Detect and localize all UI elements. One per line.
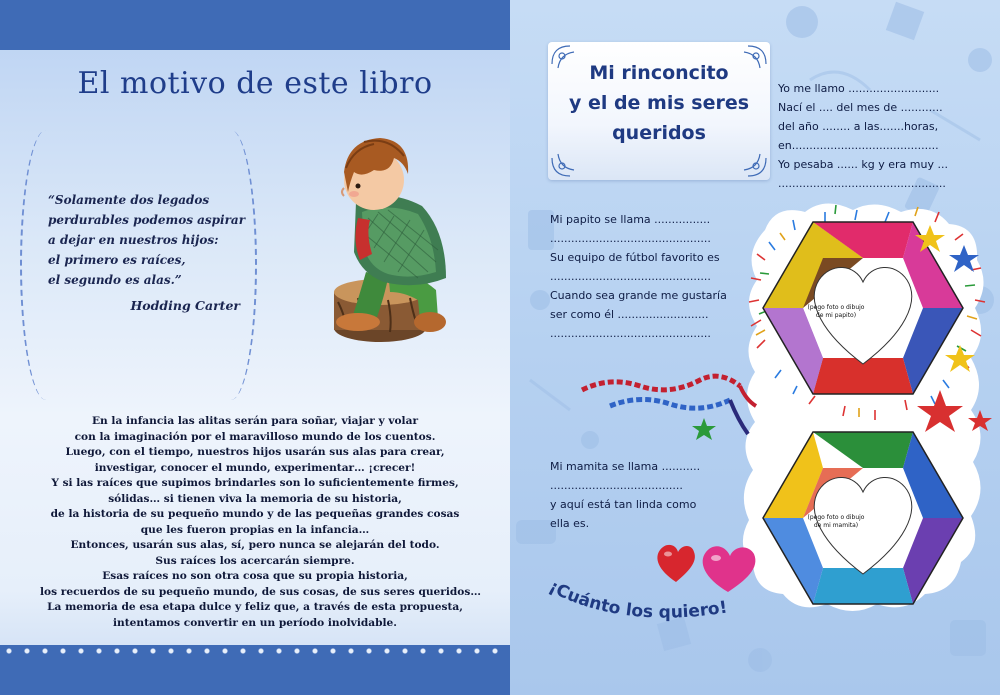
mama-photo-caption: (pego foto o dibujo de mi mamita): [807, 514, 865, 529]
page-title: El motivo de este libro: [77, 66, 433, 101]
quote-line: “Solamente dos legados: [48, 193, 210, 207]
form-line: del año ........ a las.......horas,: [778, 120, 939, 133]
intro-line: de la historia de su pequeño mundo y de las pequeñas grandes cosas: [50, 508, 460, 520]
form-line: Yo me llamo ..........................: [778, 82, 940, 95]
title-line: y el de mis seres: [568, 92, 750, 114]
intro-line: Esas raíces no son otra cosa que su propia historia,: [102, 570, 408, 582]
quote-line: perdurables podemos aspirar: [48, 213, 246, 227]
bottom-scallop-border: [0, 645, 510, 695]
intro-paragraph: [40, 414, 481, 631]
form-line: ..............................................: [550, 232, 711, 245]
form-line: Yo pesaba ...... kg y era muy ...: [778, 158, 948, 171]
title-line: queridos: [612, 122, 706, 144]
form-line: ..............................................: [550, 270, 711, 283]
form-line: Mi mamita se llama ...........: [550, 460, 701, 473]
form-line: en..........................................: [778, 139, 939, 152]
quote-line: el segundo es alas.”: [48, 273, 182, 287]
form-line: Cuando sea grande me gustaría: [550, 289, 727, 302]
top-scallop-border: [0, 0, 510, 50]
intro-line: Luego, con el tiempo, nuestros hijos usarán sus alas para crear,: [65, 446, 445, 458]
title-card: [548, 42, 770, 180]
quote-line: a dejar en nuestros hijos:: [48, 233, 219, 247]
svg-text:¡Cuánto los quiero!: [546, 577, 729, 623]
form-line: ..............................................: [550, 327, 711, 340]
intro-line: La memoria de esa etapa dulce y feliz que, a través de esta propuesta,: [47, 601, 463, 613]
quote-author: Hodding Carter: [130, 298, 240, 313]
intro-line: Y si las raíces que supimos brindarles son lo suficientemente firmes,: [51, 477, 459, 489]
title-line: Mi rinconcito: [589, 62, 729, 84]
form-line: ......................................: [550, 479, 683, 492]
intro-line: Sus raíces los acercarán siempre.: [155, 554, 355, 567]
right-page: [510, 0, 1000, 695]
intro-line: intentamos convertir en un período inolvidable.: [113, 616, 397, 629]
form-line: ................................................: [778, 177, 946, 190]
form-line: Su equipo de fútbol favorito es: [550, 251, 720, 264]
love-text: ¡Cuánto los quiero!: [545, 576, 729, 623]
intro-line: con la imaginación por el maravilloso mundo de los cuentos.: [74, 430, 436, 443]
quote-block: [48, 190, 248, 290]
form-line: ella es.: [550, 517, 590, 530]
quote-line: el primero es raíces,: [48, 253, 186, 267]
form-line: Nací el .... del mes de ............: [778, 101, 943, 114]
intro-line: Entonces, usarán sus alas, sí, pero nunca se alejarán del todo.: [70, 539, 440, 551]
intro-line: los recuerdos de su pequeño mundo, de sus cosas, de sus seres queridos…: [40, 585, 481, 598]
intro-line: que les fueron propias en la infancia…: [140, 523, 370, 536]
star-decorations: [910, 225, 1000, 445]
intro-line: sólidas… si tienen viva la memoria de su historia,: [108, 492, 402, 505]
boy-illustration: [318, 122, 478, 362]
intro-line: En la infancia las alitas serán para soñar, viajar y volar: [91, 415, 419, 427]
intro-line: investigar, conocer el mundo, experimentar… ¡crecer!: [94, 461, 416, 474]
love-text-arc: [540, 560, 740, 630]
papa-photo-caption: (pego foto o dibujo de mi papito): [807, 304, 865, 319]
form-line: y aquí está tan linda como: [550, 498, 697, 511]
form-line: ser como él ..........................: [550, 308, 709, 321]
form-line: Mi papito se llama ................: [550, 213, 711, 226]
ribbon-decorations: [580, 360, 760, 440]
